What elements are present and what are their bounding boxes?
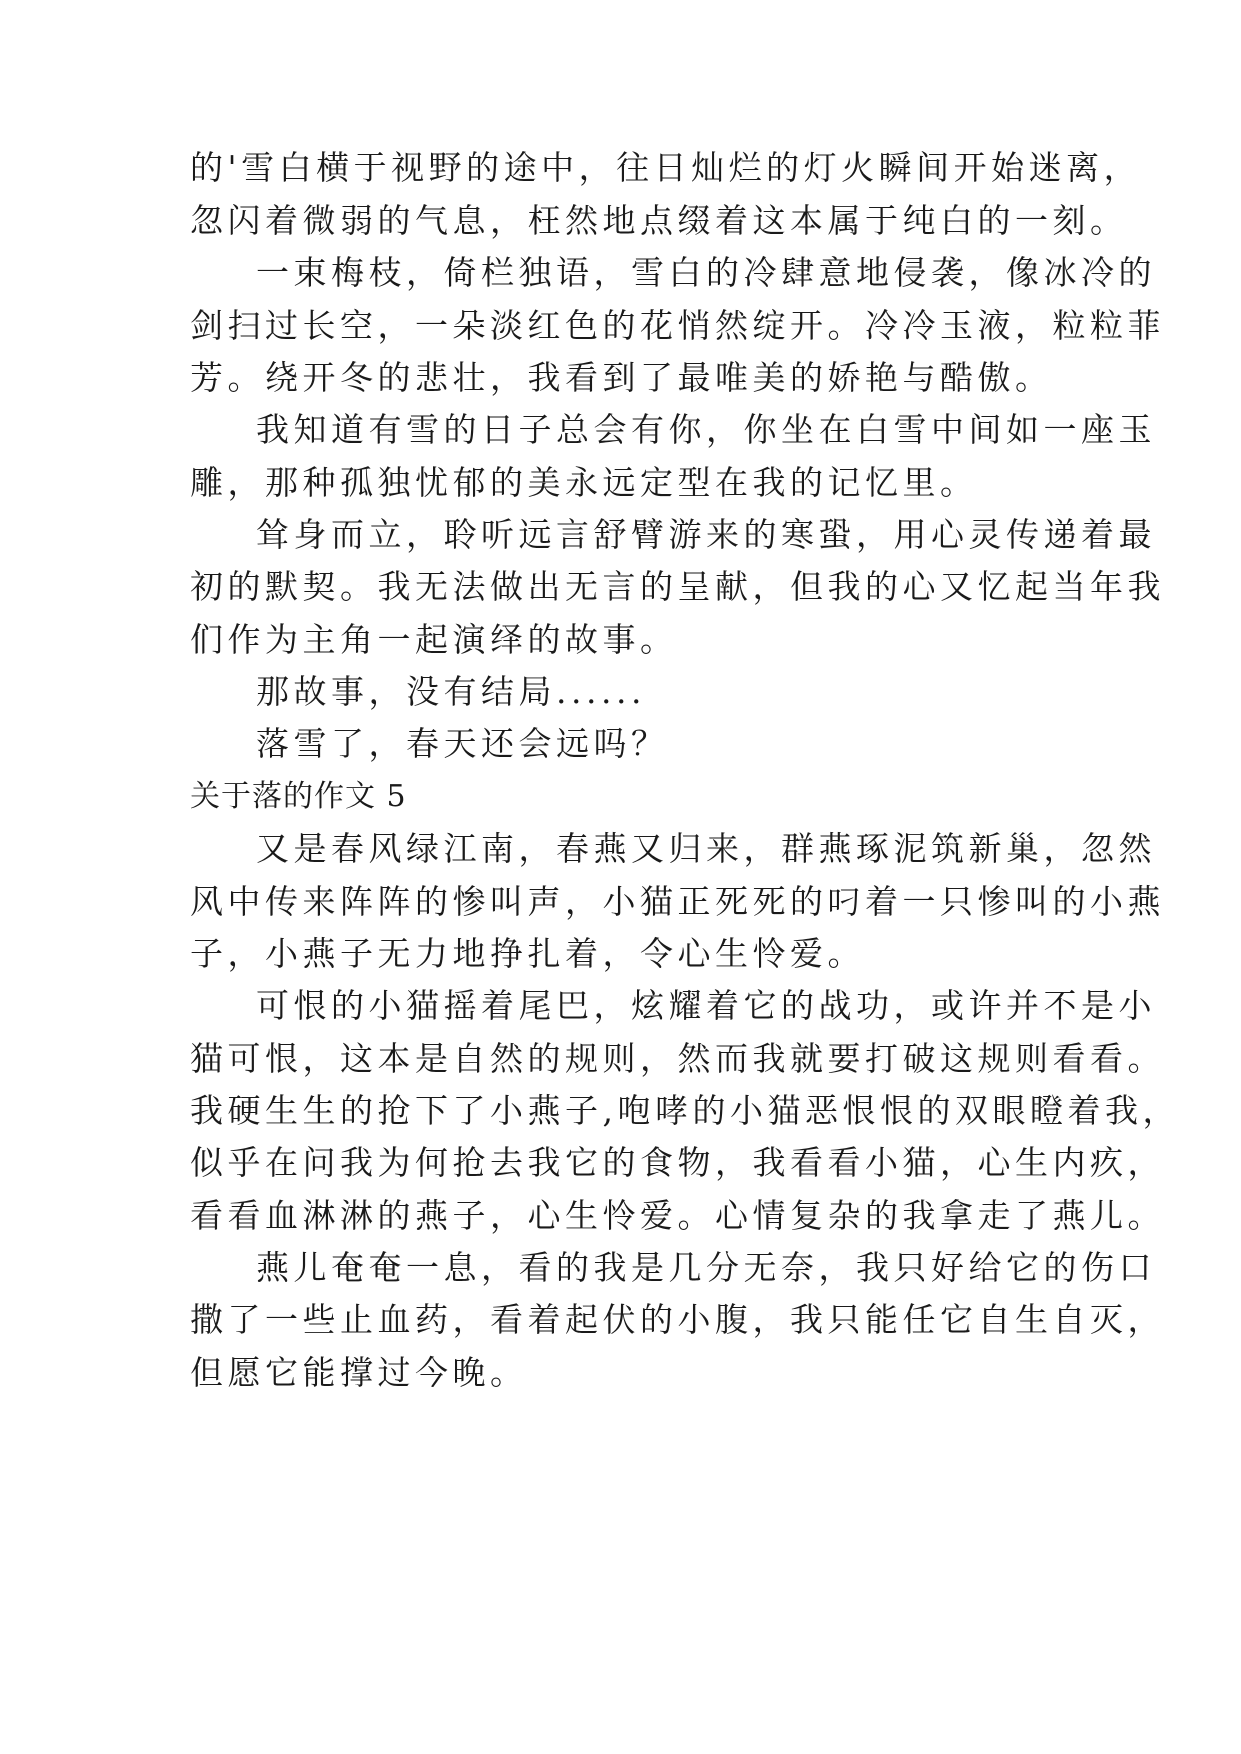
paragraph-line: 又是春风绿江南，春燕又归来，群燕琢泥筑新巢，忽然 bbox=[256, 829, 1156, 868]
paragraph-line: 那故事，没有结局...... bbox=[256, 672, 646, 711]
paragraph-line: 耸身而立，聆听远言舒臂游来的寒蛩，用心灵传递着最 bbox=[256, 515, 1156, 554]
section-heading: 关于落的作文 5 bbox=[190, 779, 407, 814]
paragraph-line: 雕，那种孤独忧郁的美永远定型在我的记忆里。 bbox=[190, 463, 978, 502]
paragraph-line: 一束梅枝，倚栏独语，雪白的冷肆意地侵袭，像冰冷的 bbox=[256, 253, 1156, 292]
paragraph-line: 似乎在问我为何抢去我它的食物，我看看小猫，心生内疚， bbox=[190, 1143, 1165, 1182]
paragraph-line: 可恨的小猫摇着尾巴，炫耀着它的战功，或许并不是小 bbox=[256, 986, 1156, 1025]
paragraph-line: 风中传来阵阵的惨叫声，小猫正死死的叼着一只惨叫的小燕 bbox=[190, 882, 1165, 921]
paragraph-line: 燕儿奄奄一息，看的我是几分无奈，我只好给它的伤口 bbox=[256, 1248, 1156, 1287]
paragraph-line: 撒了一些止血药，看着起伏的小腹，我只能任它自生自灭， bbox=[190, 1300, 1165, 1339]
paragraph-line: 我知道有雪的日子总会有你，你坐在白雪中间如一座玉 bbox=[256, 410, 1156, 449]
paragraph-line: 初的默契。我无法做出无言的呈献，但我的心又忆起当年我 bbox=[190, 567, 1165, 606]
paragraph-line: 们作为主角一起演绎的故事。 bbox=[190, 620, 678, 659]
paragraph-line: 芳。绕开冬的悲壮，我看到了最唯美的娇艳与酷傲。 bbox=[190, 358, 1053, 397]
paragraph-line: 落雪了，春天还会远吗？ bbox=[256, 724, 669, 763]
paragraph-line: 忽闪着微弱的气息，枉然地点缀着这本属于纯白的一刻。 bbox=[190, 201, 1128, 240]
paragraph-line: 看看血淋淋的燕子，心生怜爱。心情复杂的我拿走了燕儿。 bbox=[190, 1196, 1165, 1235]
paragraph-line: 猫可恨，这本是自然的规则，然而我就要打破这规则看看。 bbox=[190, 1039, 1165, 1078]
paragraph-line: 但愿它能撑过今晚。 bbox=[190, 1353, 528, 1392]
paragraph-line: 我硬生生的抢下了小燕子,咆哮的小猫恶恨恨的双眼瞪着我， bbox=[190, 1091, 1180, 1130]
paragraph-line: 剑扫过长空，一朵淡红色的花悄然绽开。冷冷玉液，粒粒菲 bbox=[190, 306, 1165, 345]
paragraph-line: 子，小燕子无力地挣扎着，令心生怜爱。 bbox=[190, 934, 865, 973]
paragraph-line: 的'雪白横于视野的途中，往日灿烂的灯火瞬间开始迷离， bbox=[190, 148, 1142, 187]
